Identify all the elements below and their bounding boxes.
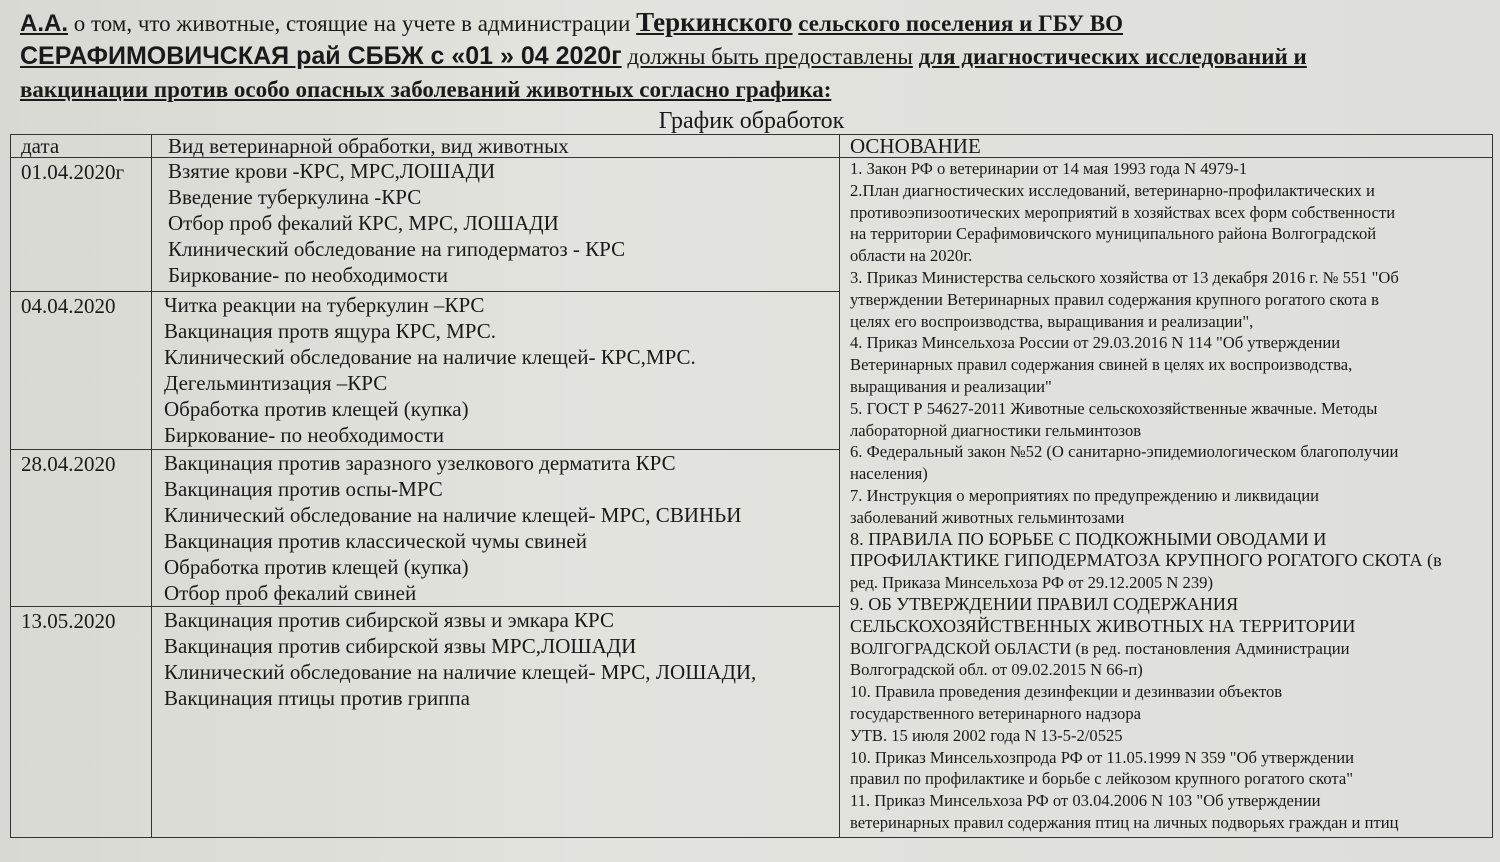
action-item: Клинический обследование на наличие клещей- МРС, СВИНЬИ	[164, 503, 742, 527]
basis-line: населения)	[850, 464, 928, 484]
header-org: СЕРАФИМОВИЧСКАЯ рай СББЖ с «01 » 04 2020г	[20, 42, 622, 70]
basis-line: лабораторной диагностики гельминтозов	[850, 420, 1142, 440]
header-line2-text: должны быть предоставлены	[627, 44, 913, 69]
action-item: Клинический обследование на гиподерматоз - КРС	[168, 237, 626, 261]
action-item: Вакцинация против заразного узелкового дерматита КРС	[164, 451, 676, 475]
basis-line: государственного ветеринарного надзора	[850, 703, 1141, 723]
basis-line: на территории Серафимовичского муниципального района Волгоградской	[850, 224, 1377, 244]
basis-line: 1. Закон РФ о ветеринарии от 14 мая 1993 года N 4979-1	[850, 159, 1248, 178]
action-item: Биркование- по необходимости	[164, 423, 444, 447]
action-item: Вакцинация против сибирской язвы МРС,ЛОШАДИ	[164, 634, 637, 658]
action-item: Вакцинация против оспы-МРС	[164, 477, 443, 501]
action-item: Дегельминтизация –КРС	[164, 371, 388, 395]
basis-line: противоэпизоотических мероприятий в хозяйствах всех форм собственности	[850, 202, 1396, 222]
table-row	[11, 158, 1493, 292]
action-item: Биркование- по необходимости	[168, 263, 448, 287]
document-header	[20, 6, 1490, 106]
basis-line: 2.План диагностических исследований, ветеринарно-профилактических и	[850, 180, 1375, 200]
column-header-type: Вид ветеринарной обработки, вид животных	[152, 135, 840, 158]
row-actions	[152, 450, 840, 607]
basis-line: 7. Инструкция о мероприятиях по предупреждению и ликвидации	[850, 485, 1319, 505]
row-date: 28.04.2020	[11, 450, 152, 607]
schedule-table	[10, 108, 1493, 838]
basis-line: УТВ. 15 июля 2002 года N 13-5-2/0525	[850, 725, 1123, 745]
action-item: Клинический обследование на наличие клещей- МРС, ЛОШАДИ,	[164, 660, 757, 684]
row-date: 04.04.2020	[11, 292, 152, 450]
table-title-row	[11, 108, 1493, 135]
basis-line: целях его воспроизводства, выращивания и реализации",	[850, 311, 1254, 331]
action-item: Вакцинация птицы против гриппа	[164, 686, 470, 710]
header-name-abbr: А.А.	[20, 10, 68, 37]
basis-line: правил по профилактике и борьбе с лейкозом крупного рогатого скота"	[850, 769, 1354, 789]
row-date: 01.04.2020г	[11, 158, 152, 292]
basis-line: утверждении Ветеринарных правил содержания крупного рогатого скота в	[850, 289, 1379, 309]
basis-line: 4. Приказ Минсельхоза России от 29.03.2016 N 114 "Об утверждении	[850, 333, 1341, 353]
column-header-basis: ОСНОВАНИЕ	[840, 135, 1493, 158]
header-line1-text: о том, что животные, стоящие на учете в администрации	[73, 11, 631, 36]
action-item: Отбор проб фекалий КРС, МРС, ЛОШАДИ	[168, 211, 559, 235]
basis-line: СЕЛЬСКОХОЗЯЙСТВЕННЫХ ЖИВОТНЫХ НА ТЕРРИТОРИИ	[850, 615, 1356, 636]
header-line1-tail: сельского поселения и ГБУ ВО	[798, 11, 1123, 36]
basis-line: 10. Приказ Минсельхозпрода РФ от 11.05.1999 N 359 "Об утверждении	[850, 747, 1354, 767]
basis-line: 6. Федеральный закон №52 (О санитарно-эпидемиологическом благополучии	[850, 442, 1399, 462]
action-item: Обработка против клещей (купка)	[164, 397, 469, 421]
basis-line: Ветеринарных правил содержания свиней в целях их воспроизводства,	[850, 355, 1353, 375]
basis-line: выращивания и реализации"	[850, 376, 1052, 396]
basis-line: 9. ОБ УТВЕРЖДЕНИИ ПРАВИЛ СОДЕРЖАНИЯ	[850, 593, 1239, 614]
row-date: 13.05.2020	[11, 607, 152, 838]
basis-line: ред. Приказа Минсельхоза РФ от 29.12.2005 N 239)	[850, 573, 1213, 593]
action-item: Вакцинация против классической чумы свиней	[164, 529, 587, 553]
basis-line: ветеринарных правил содержания птиц на личных подворьях граждан и птиц	[850, 812, 1399, 832]
basis-line: области на 2020г.	[850, 246, 973, 266]
header-line-3	[20, 73, 1490, 106]
action-item: Обработка против клещей (купка)	[164, 555, 469, 579]
basis-line: ВОЛГОГРАДСКОЙ ОБЛАСТИ (в ред. постановления Администрации	[850, 638, 1350, 658]
row-actions	[152, 158, 840, 292]
basis-line: 3. Приказ Министерства сельского хозяйства от 13 декабря 2016 г. № 551 "Об	[850, 267, 1399, 287]
basis-line: заболеваний животных гельминтозами	[850, 507, 1125, 527]
basis-line: 10. Правила проведения дезинфекции и дезинвазии объектов	[850, 682, 1283, 702]
basis-line: 11. Приказ Минсельхоза РФ от 03.04.2006 N 103 "Об утверждении	[850, 791, 1321, 811]
basis-list	[840, 158, 1493, 838]
header-line-1	[20, 6, 1490, 40]
action-item: Вакцинация против сибирской язвы и эмкара КРС	[164, 608, 614, 632]
row-actions	[152, 607, 840, 838]
action-item: Читка реакции на туберкулин –КРС	[164, 293, 485, 317]
table-header-row	[11, 135, 1493, 158]
action-item: Отбор проб фекалий свиней	[164, 581, 417, 605]
header-line-2	[20, 40, 1490, 73]
header-line3: вакцинации против особо опасных заболеваний животных согласно графика:	[20, 77, 832, 102]
header-village: Теркинского	[636, 7, 793, 37]
header-line2-tail: для диагностических исследований и	[918, 44, 1307, 69]
action-item: Введение туберкулина -КРС	[168, 185, 422, 209]
action-item: Взятие крови -КРС, МРС,ЛОШАДИ	[168, 159, 496, 183]
row-actions	[152, 292, 840, 450]
basis-line: 5. ГОСТ Р 54627-2011 Животные сельскохозяйственные жвачные. Методы	[850, 398, 1378, 418]
column-header-date: дата	[11, 135, 152, 158]
basis-line: Волгоградской обл. от 09.02.2015 N 66-п)	[850, 660, 1143, 680]
action-item: Клинический обследование на наличие клещей- КРС,МРС.	[164, 345, 696, 369]
basis-line: 8. ПРАВИЛА ПО БОРЬБЕ С ПОДКОЖНЫМИ ОВОДАМИ И	[850, 528, 1327, 549]
action-item: Вакцинация протв ящура КРС, МРС.	[164, 319, 496, 343]
table-title: График обработок	[11, 108, 1493, 135]
basis-line: ПРОФИЛАКТИКЕ ГИПОДЕРМАТОЗА КРУПНОГО РОГАТОГО СКОТА (в	[850, 550, 1442, 571]
